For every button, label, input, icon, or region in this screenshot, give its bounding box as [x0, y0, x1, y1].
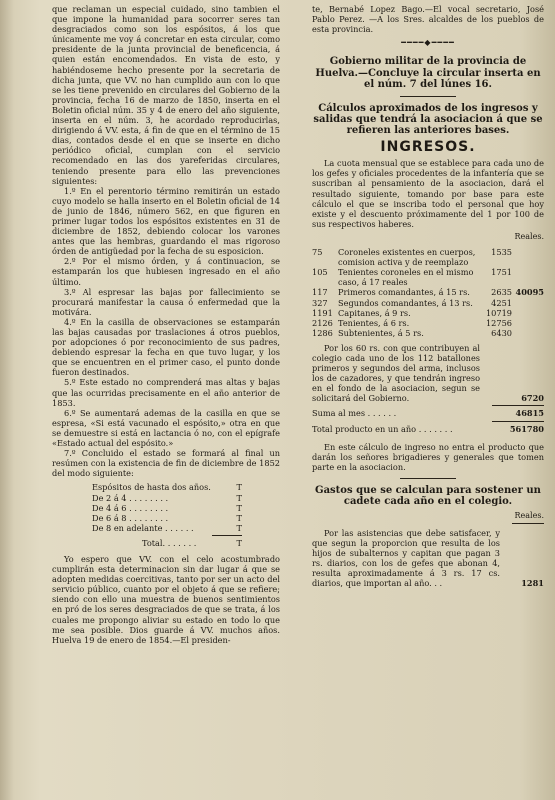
table-row: 1191 Capitanes, á 9 rs. 10719	[312, 307, 512, 318]
section-subheading: Cálculos aproximados de los ingresos y salidas que tendrá la asociacion á que se refieren las anteriores bases.	[313, 102, 543, 136]
ingresos-intro: La cuota mensual que se establece para cada uno de los gefes y oficiales procedentes de la infantería que se suscriban al pensamiento de la asociacion, dará el resultado siguiente, tomando por base para este cálculo el que se inscriba todo el personal que hoy existe y el descuento próximamente del 1 por 100 de sus respectivos haberes.	[312, 158, 544, 229]
summary-row: De 6 á 8 . . . . . . . . T	[92, 512, 242, 523]
summary-row: De 8 en adelante . . . . . . T	[92, 522, 242, 533]
asistencias-row: Por las asistencias que debe satisfacer, y que segun la proporcion que resulta de los hijos de subalternos y capitan que pagan 3 rs. diarios, con los de gefes que abonan 4, resulta aproximadamente á 3 rs. 17 cs. diarios, que importan al año. . . 1281	[312, 527, 544, 589]
summary-row: De 4 á 6 . . . . . . . . T	[92, 502, 242, 513]
right-column	[312, 4, 544, 590]
sum-rule	[492, 405, 544, 406]
provision-3: 3.º Al espresar las bajas por fallecimiento se procurará manifestar la causa ó enfermedad que la motivára.	[52, 286, 280, 317]
summary-row: De 2 á 4 . . . . . . . . T	[92, 492, 242, 503]
total-anual: Total producto en un año . . . . . . . 561780	[312, 423, 544, 434]
gastos-heading: Gastos que se calculan para sostener un cadete cada año en el colegio.	[315, 484, 541, 508]
reales-label: Reales.	[514, 231, 544, 241]
left-intro-paragraph: que reclaman un especial cuidado, sino tambien el que impone la humanidad para socorrer seres tan desgraciados como son los espósitos, á los que únicamente me voy á concretar en esta circular, como presidente de la junta provincial de beneficencia, á quien están encomendados. En vista de esto, y habiéndoseme hecho presente por la secretaria de dicha junta, que VV. no han cumplido aun con lo que se les tiene prevenido en circulares del Gobierno de la provincia, fecha 16 de marzo de 1850, inserta en el Boletin oficial núm. 35 y 4 de enero del año siguiente, inserta en el núm. 3, he acordado reproducirlas, dirigiendo á VV. esta, á fin de que en el término de 15 dias, contados desde el en que se inserte en dicho periódico oficial, cumplan con el servicio recomendado en las dos yareferidas circulares, teniendo presente para ello las prevenciones siguientes:	[52, 4, 280, 186]
provision-5: 5.º Este estado no comprenderá mas altas y bajas que las ocurridas precisamente en el año anterior de 1853.	[52, 377, 280, 408]
summary-table	[92, 482, 242, 548]
signature-paragraph: te, Bernabé Lopez Bago.—El vocal secretario, José Pablo Perez. —A los Sres. alcaldes de los pueblos de esta provincia.	[312, 4, 544, 35]
divider-ornament: ━━━━◆━━━━	[401, 38, 455, 48]
summary-rule	[212, 535, 242, 536]
note-rule	[400, 478, 456, 479]
heading-rule	[400, 96, 456, 97]
table-row: 327 Segundos comandantes, á 13 rs. 4251	[312, 297, 512, 308]
provision-1: 1.º En el perentorio término remitirán un estado cuyo modelo se halla inserto en el Boletin oficial de 14 de junio de 1846, número 562, en que figuren en primer lugar todos los espósitos existentes en 31 de diciembre de 1852, debiendo colocar los varones antes que las hembras, guardando el mas rigoroso órden de antigüedad por la fecha de su esposicion.	[52, 185, 280, 257]
left-closing-paragraph: Yo espero que VV. con el celo acostumbrado cumplirán esta determinacion sin dar lugar á que se adopten medidas coercitivas, tanto por ser un acto del servicio público, cuanto por el objeto á que se refiere; siendo con ello una muestra de buenos sentimientos en pró de los seres desgraciados de que se trata, á los cuales me propongo aliviar su estado en todo lo que me sea posible. Dios guarde á VV. muchos años. Huelva 19 de enero de 1854.—El presiden-	[52, 553, 280, 645]
provision-6: 6.º Se aumentará ademas de la casilla en que se espresa, «Si está vacunado el espósito,» otra en que se demuestre si está en lactancia ó no, con el epígrafe «Estado actual del espósito.»	[52, 407, 280, 449]
table-row: 75 Coroneles existentes en cuerpos, comision activa y de reemplazo 1535	[312, 247, 512, 268]
ingresos-title: INGRESOS.	[380, 139, 476, 156]
table-row: 1286 Subtenientes, á 5 rs. 6430	[312, 327, 512, 338]
colegio-contribution: Por los 60 rs. con que contribuyen al colegio cada uno de los 112 batallones primeros y segundos del arma, inclusos los de cazadores, y que tendrán ingreso en el fondo de la asociacion, segun se solicitará del Gobierno. 6720	[312, 342, 544, 404]
reales-label-2: Reales.	[514, 510, 544, 520]
suma-al-mes: Suma al mes . . . . . . 46815	[312, 408, 544, 419]
provision-4: 4.º En la casilla de observaciones se estamparán las bajas causadas por traslaciones á otros pueblos, por adopciones ó por reconocimiento de sus padres, debiendo espresar la fecha en que tuvo lugar, y los que se encuentren en el primer caso, el punto donde fueron destinados.	[52, 316, 280, 378]
provision-7: 7.º Concluido el estado se formará al final un resúmen con la existencia de fin de diciembre de 1852 del modo siguiente:	[52, 448, 280, 479]
ingresos-table	[312, 247, 544, 338]
gastos-rule	[512, 523, 544, 524]
table-row: 105 Tenientes coroneles en el mismo caso, á 17 reales 1751	[312, 267, 512, 288]
table-row: 117 Primeros comandantes, á 15 rs. 2635 40095	[312, 287, 544, 298]
left-column	[52, 4, 280, 645]
summary-row: Espósitos de hasta dos años. T	[92, 482, 242, 493]
ingresos-note: En este cálculo de ingreso no entra el producto que darán los señores brigadieres y generales que tomen parte en la asociacion.	[312, 441, 544, 472]
total-rule	[492, 421, 544, 422]
provision-2: 2.º Por el mismo órden, y á continuacion, se estamparán los que hubiesen ingresado en el año último.	[52, 256, 280, 287]
summary-total: Total. . . . . . . T	[142, 537, 242, 548]
section-heading: Gobierno militar de la provincia de Huelva.—Concluye la circular inserta en el núm. 7 del lúnes 16.	[315, 56, 541, 91]
table-row: 2126 Tenientes, á 6 rs. 12756	[312, 317, 512, 328]
